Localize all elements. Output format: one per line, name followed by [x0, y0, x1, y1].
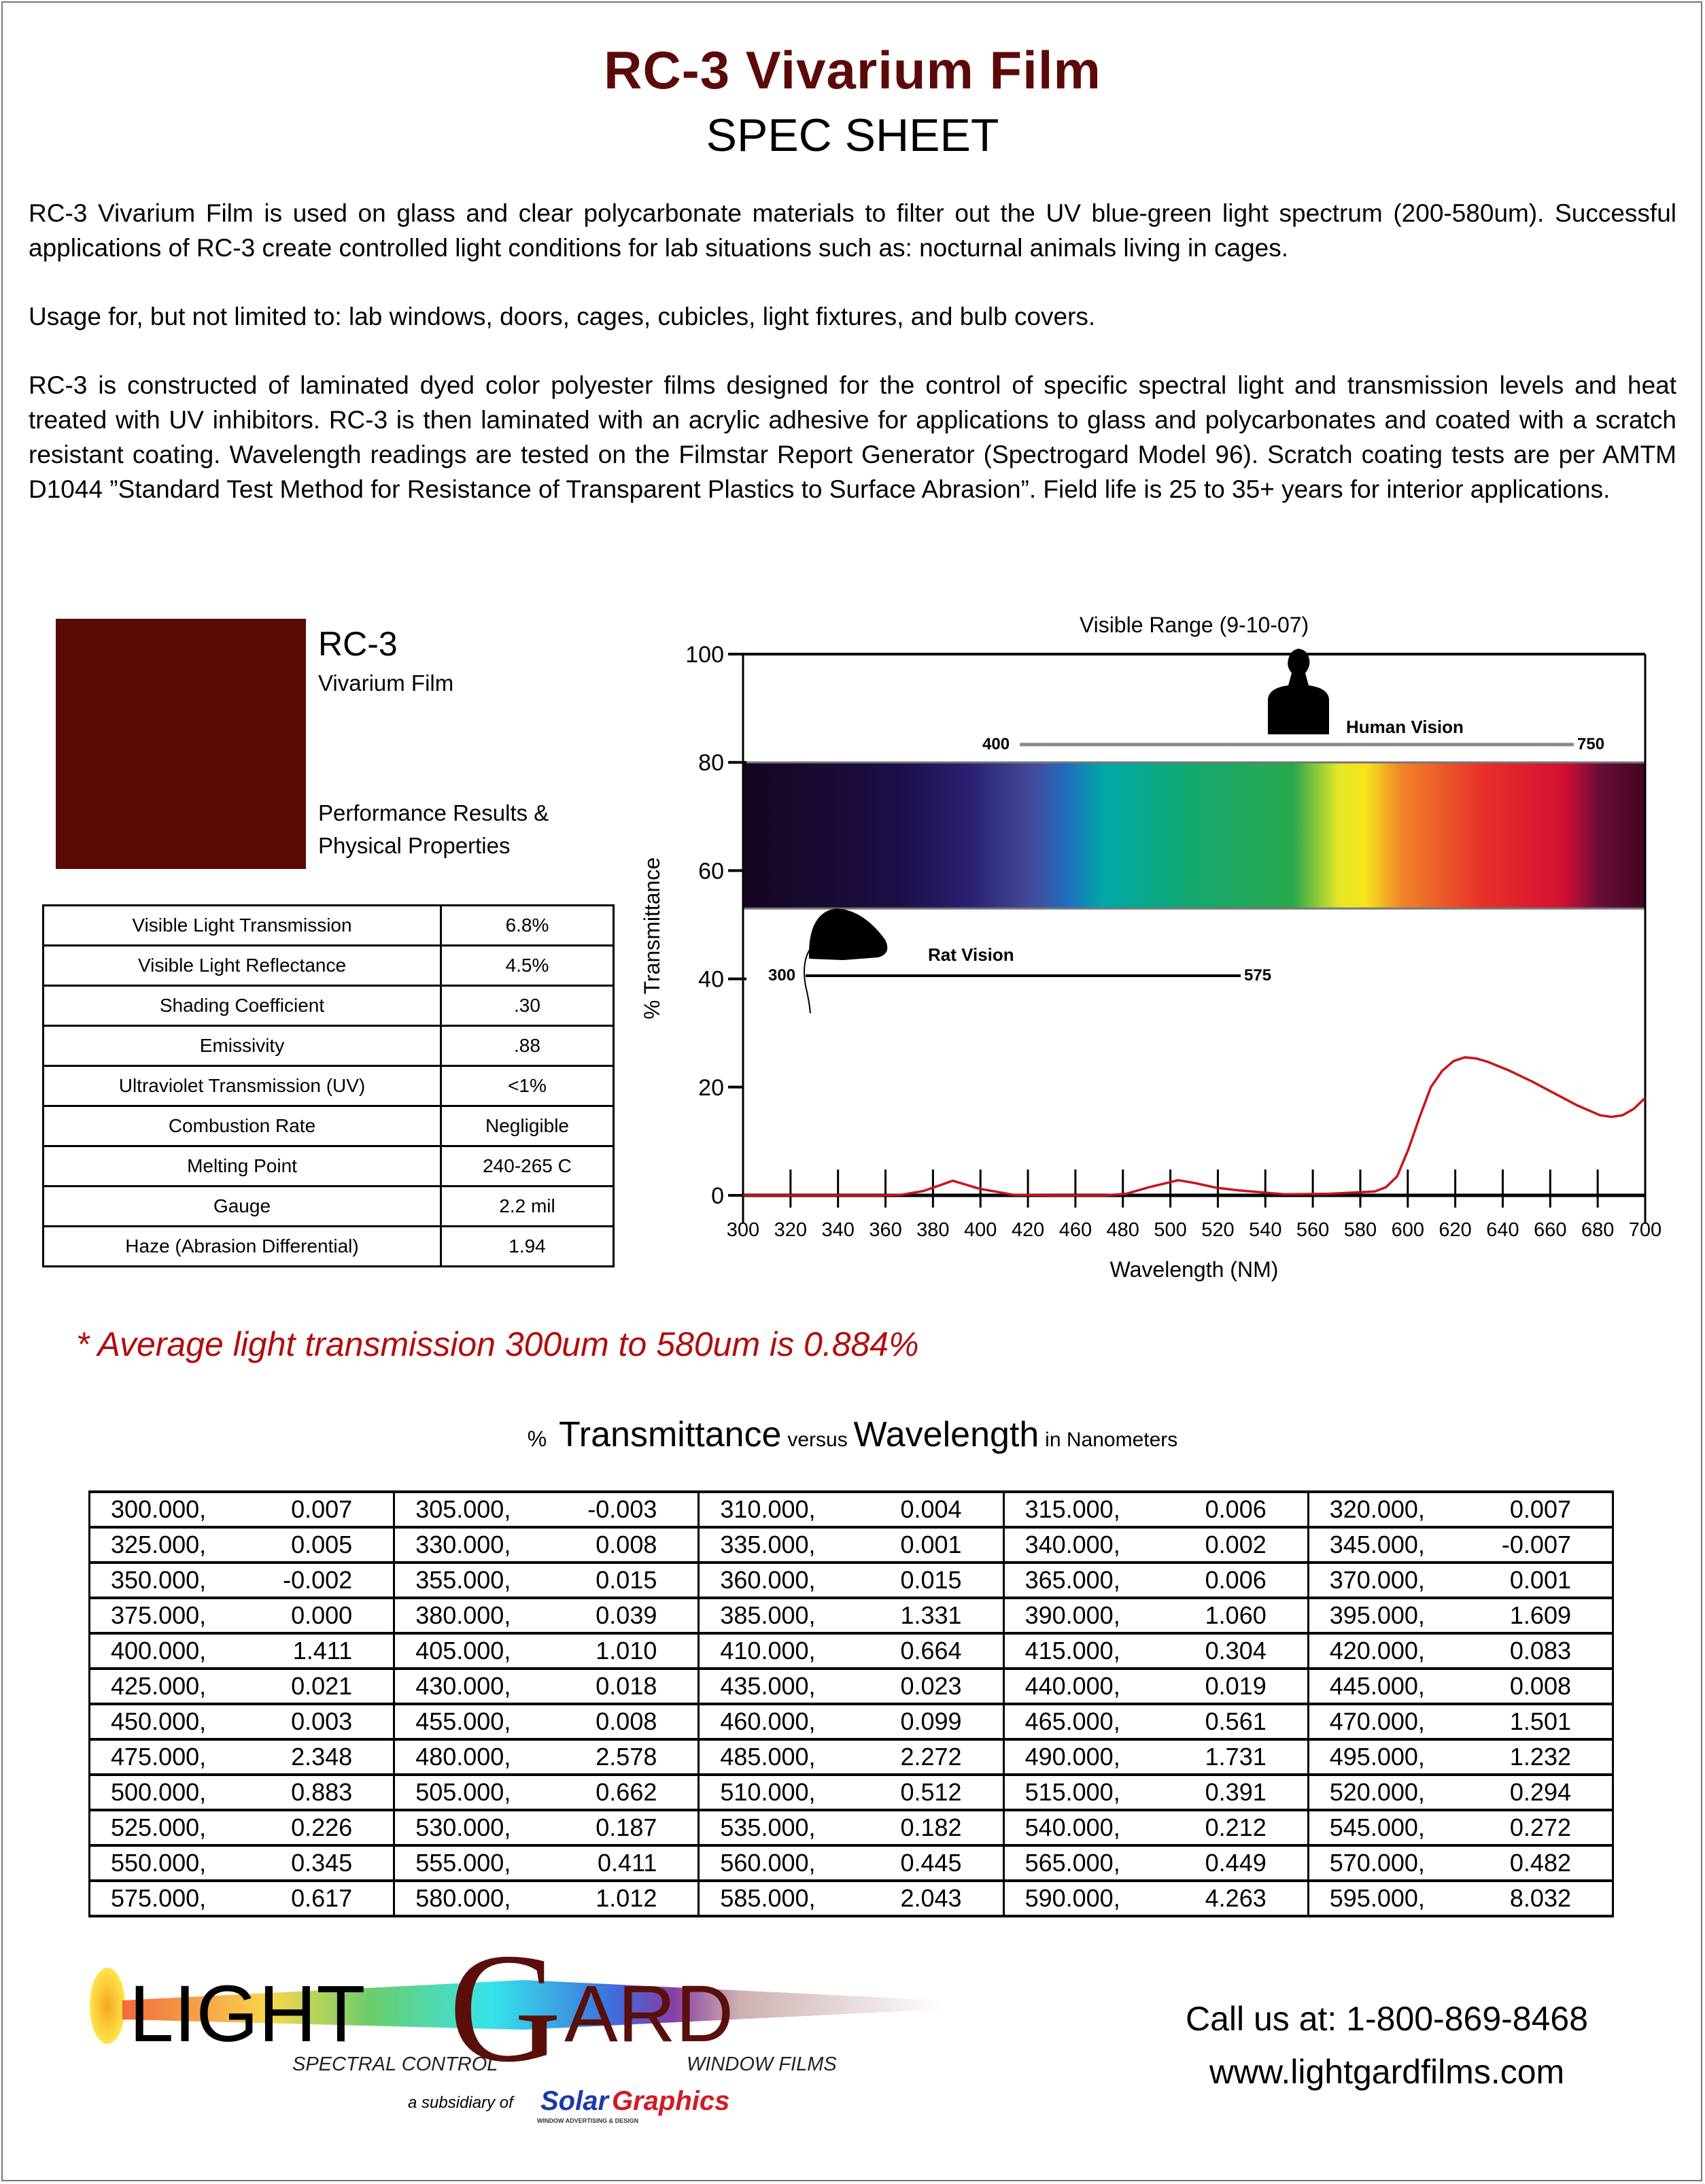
wavelength-cell: 440.000, [1003, 1669, 1156, 1704]
x-tick-label: 620 [1439, 1219, 1472, 1241]
transmittance-cell: 0.008 [1460, 1669, 1613, 1704]
transmittance-cell: 0.007 [242, 1492, 394, 1527]
wavelength-cell: 435.000, [699, 1669, 851, 1704]
x-tick-label: 600 [1391, 1219, 1424, 1241]
spec-value: 4.5% [441, 946, 614, 986]
solar-graphics-graphics: Graphics [612, 2086, 730, 2116]
phone-number: Call us at: 1-800-869-8468 [1185, 2000, 1589, 2038]
wavelength-cell: 495.000, [1308, 1739, 1460, 1775]
y-tick-label: 40 [698, 966, 724, 993]
caption-versus: versus [787, 1429, 848, 1451]
chart-title: Visible Range (9-10-07) [1079, 613, 1309, 637]
spec-row [44, 906, 614, 946]
wavelength-cell: 410.000, [699, 1633, 851, 1669]
transmittance-cell: 0.006 [1156, 1563, 1308, 1598]
transmittance-cell: 0.004 [851, 1492, 1003, 1527]
contact-info [1047, 1992, 1705, 2098]
wavelength-cell: 470.000, [1308, 1704, 1460, 1739]
transmittance-cell: 0.006 [1156, 1492, 1308, 1527]
transmittance-cell: 0.039 [547, 1598, 699, 1633]
wavelength-cell: 585.000, [699, 1881, 851, 1916]
transmittance-cell: 0.019 [1156, 1669, 1308, 1704]
transmittance-cell: 2.348 [242, 1739, 394, 1775]
wavelength-cell: 590.000, [1003, 1881, 1156, 1916]
wavelength-cell: 535.000, [699, 1810, 851, 1845]
wavelength-cell: 575.000, [90, 1881, 242, 1916]
transmittance-cell: 0.617 [242, 1881, 394, 1916]
transmittance-cell: 0.482 [1460, 1845, 1613, 1881]
caption-unit: in Nanometers [1045, 1429, 1178, 1451]
transmittance-cell: 1.060 [1156, 1598, 1308, 1633]
logo-light-text: LIGHT [129, 1969, 366, 2059]
x-tick-label: 420 [1011, 1219, 1045, 1241]
wavelength-cell: 545.000, [1308, 1810, 1460, 1845]
wavelength-cell: 340.000, [1003, 1527, 1156, 1563]
section-heading-line-2: Physical Properties [318, 833, 511, 858]
transmittance-cell: 0.411 [547, 1845, 699, 1881]
x-tick-label: 700 [1628, 1219, 1662, 1241]
wavelength-cell: 560.000, [699, 1845, 851, 1881]
wavelength-cell: 520.000, [1308, 1775, 1460, 1810]
average-transmission-note: * Average light transmission 300um to 580um is 0.884% [76, 1325, 919, 1363]
human-range-start: 400 [982, 735, 1010, 753]
transmittance-cell: 0.345 [242, 1845, 394, 1881]
table-row [90, 1881, 1613, 1916]
spec-value: 6.8% [441, 906, 614, 946]
table-row [90, 1563, 1613, 1598]
logo-tagline-right: WINDOW FILMS [687, 2053, 837, 2075]
x-tick-label: 460 [1058, 1219, 1092, 1241]
x-tick-label: 660 [1534, 1219, 1567, 1241]
transmittance-cell: 1.331 [851, 1598, 1003, 1633]
spec-value: 2.2 mil [441, 1187, 614, 1227]
transmittance-cell: 0.015 [851, 1563, 1003, 1598]
x-tick-label: 320 [774, 1219, 808, 1241]
transmittance-cell: 0.561 [1156, 1704, 1308, 1739]
x-tick-label: 480 [1106, 1219, 1139, 1241]
transmittance-cell: 2.043 [851, 1881, 1003, 1916]
transmittance-cell: 0.018 [547, 1669, 699, 1704]
y-tick-label: 20 [698, 1074, 724, 1101]
wavelength-cell: 380.000, [394, 1598, 547, 1633]
transmittance-cell: 1.012 [547, 1881, 699, 1916]
spec-value: Negligible [441, 1106, 614, 1146]
wavelength-cell: 550.000, [90, 1845, 242, 1881]
transmittance-cell: -0.003 [547, 1492, 699, 1527]
spec-row [44, 1227, 614, 1267]
wavelength-cell: 480.000, [394, 1739, 547, 1775]
transmittance-cell: 0.003 [242, 1704, 394, 1739]
transmittance-cell: 0.000 [242, 1598, 394, 1633]
wavelength-cell: 395.000, [1308, 1598, 1460, 1633]
transmittance-cell: 0.001 [1460, 1563, 1613, 1598]
x-axis-label: Wavelength (NM) [1109, 1257, 1279, 1282]
intro-paragraph-2: Usage for, but not limited to: lab windows, doors, cages, cubicles, light fixtures, and bulb covers. [29, 303, 1096, 330]
transmittance-cell: 0.883 [242, 1775, 394, 1810]
wavelength-cell: 305.000, [394, 1492, 547, 1527]
solar-graphics-tagline: WINDOW ADVERTISING & DESIGN [537, 2117, 639, 2124]
intro-text [29, 196, 1676, 541]
x-tick-label: 580 [1343, 1219, 1377, 1241]
logo-ard-text: ARD [564, 1969, 734, 2059]
wavelength-cell: 580.000, [394, 1881, 547, 1916]
transmittance-cell: 0.001 [851, 1527, 1003, 1563]
subsidiary-prefix: a subsidiary of [408, 2094, 513, 2112]
wavelength-cell: 315.000, [1003, 1492, 1156, 1527]
transmittance-cell: 0.182 [851, 1810, 1003, 1845]
transmittance-cell: 4.263 [1156, 1881, 1308, 1916]
wavelength-cell: 320.000, [1308, 1492, 1460, 1527]
wavelength-cell: 385.000, [699, 1598, 851, 1633]
wavelength-cell: 555.000, [394, 1845, 547, 1881]
spec-value: .88 [441, 1026, 614, 1066]
caption-transmittance: Transmittance [558, 1415, 782, 1454]
transmittance-data-table [88, 1490, 1614, 1917]
wavelength-cell: 325.000, [90, 1527, 242, 1563]
human-vision-label: Human Vision [1346, 717, 1464, 737]
y-tick-label: 80 [698, 750, 724, 777]
spec-row [44, 986, 614, 1026]
wavelength-cell: 510.000, [699, 1775, 851, 1810]
transmittance-cell: 0.083 [1460, 1633, 1613, 1669]
transmittance-cell: 8.032 [1460, 1881, 1613, 1916]
wavelength-cell: 415.000, [1003, 1633, 1156, 1669]
transmittance-cell: 0.272 [1460, 1810, 1613, 1845]
wavelength-cell: 485.000, [699, 1739, 851, 1775]
logo-tagline-left: SPECTRAL CONTROL [292, 2053, 498, 2075]
wavelength-cell: 350.000, [90, 1563, 242, 1598]
spec-label: Visible Light Transmission [44, 906, 441, 946]
transmittance-cell: 0.512 [851, 1775, 1003, 1810]
data-table-caption [0, 1414, 1705, 1455]
human-range-end: 750 [1577, 735, 1605, 753]
transmittance-cell: 0.007 [1460, 1492, 1613, 1527]
transmittance-cell: 0.015 [547, 1563, 699, 1598]
intro-paragraph-1: RC-3 Vivarium Film is used on glass and clear polycarbonate materials to filter out the UV blue-green light spectrum (200-580um). Successful applications of RC-3 create controlled light conditions for lab situations such as: nocturnal animals living in cages. [29, 199, 1676, 262]
wavelength-cell: 515.000, [1003, 1775, 1156, 1810]
x-tick-label: 520 [1201, 1219, 1235, 1241]
wavelength-cell: 365.000, [1003, 1563, 1156, 1598]
page-title: RC-3 Vivarium Film [604, 40, 1101, 100]
transmittance-cell: 1.411 [242, 1633, 394, 1669]
transmittance-cell: 2.578 [547, 1739, 699, 1775]
wavelength-cell: 565.000, [1003, 1845, 1156, 1881]
human-silhouette-icon [1268, 649, 1329, 734]
table-row [90, 1845, 1613, 1881]
spec-label: Haze (Abrasion Differential) [44, 1227, 441, 1267]
specs-table [42, 904, 615, 1267]
wavelength-cell: 335.000, [699, 1527, 851, 1563]
transmittance-cell: 1.232 [1460, 1739, 1613, 1775]
transmittance-cell: -0.007 [1460, 1527, 1613, 1563]
wavelength-cell: 490.000, [1003, 1739, 1156, 1775]
section-heading [318, 797, 549, 862]
wavelength-cell: 530.000, [394, 1810, 547, 1845]
x-tick-label: 340 [821, 1219, 855, 1241]
y-tick-label: 60 [698, 858, 724, 885]
x-tick-label: 400 [964, 1219, 997, 1241]
wavelength-cell: 430.000, [394, 1669, 547, 1704]
transmittance-cell: 0.664 [851, 1633, 1003, 1669]
table-row [90, 1492, 1613, 1527]
wavelength-cell: 465.000, [1003, 1704, 1156, 1739]
spec-row [44, 1066, 614, 1106]
wavelength-cell: 595.000, [1308, 1881, 1460, 1916]
spec-label: Gauge [44, 1187, 441, 1227]
wavelength-cell: 300.000, [90, 1492, 242, 1527]
transmittance-cell: -0.002 [242, 1563, 394, 1598]
wavelength-cell: 505.000, [394, 1775, 547, 1810]
wavelength-cell: 455.000, [394, 1704, 547, 1739]
rat-range-end: 575 [1244, 966, 1272, 985]
spec-label: Ultraviolet Transmission (UV) [44, 1066, 441, 1106]
table-row [90, 1704, 1613, 1739]
table-row [90, 1669, 1613, 1704]
spec-value: 1.94 [441, 1227, 614, 1267]
section-heading-line-1: Performance Results & [318, 800, 549, 825]
product-name: RC-3 [318, 625, 398, 663]
spec-value: 240-265 C [441, 1146, 614, 1187]
wavelength-cell: 355.000, [394, 1563, 547, 1598]
x-tick-label: 680 [1581, 1219, 1615, 1241]
table-row [90, 1598, 1613, 1633]
transmittance-cell: 0.005 [242, 1527, 394, 1563]
spec-value: .30 [441, 986, 614, 1026]
wavelength-cell: 500.000, [90, 1775, 242, 1810]
page-subtitle: SPEC SHEET [706, 109, 999, 161]
wavelength-cell: 420.000, [1308, 1633, 1460, 1669]
transmittance-cell: 0.294 [1460, 1775, 1613, 1810]
transmittance-cell: 1.501 [1460, 1704, 1613, 1739]
chart-canvas [639, 605, 1672, 1299]
wavelength-cell: 450.000, [90, 1704, 242, 1739]
wavelength-cell: 390.000, [1003, 1598, 1156, 1633]
intro-paragraph-3: RC-3 is constructed of laminated dyed color polyester films designed for the control of specific spectral light and transmission levels and heat treated with UV inhibitors. RC-3 is then laminated with an acrylic adhesive for applications to glass and polycarbonates and coated with a scratch resistant coating. Wavelength readings are tested on the Filmstar Report Generator (Spectrogard Model 96). Scratch coating tests are per AMTM D1044 ”Standard Test Method for Resistance of Transparent Plastics to Surface Abrasion”. Field life is 25 to 35+ years for interior applications. [29, 371, 1676, 503]
spec-row [44, 1187, 614, 1227]
table-row [90, 1739, 1613, 1775]
caption-percent: % [527, 1427, 547, 1451]
spec-row [44, 1146, 614, 1187]
x-tick-label: 500 [1154, 1219, 1187, 1241]
y-tick-label: 0 [711, 1183, 724, 1209]
x-tick-label: 360 [869, 1219, 902, 1241]
transmittance-cell: 2.272 [851, 1739, 1003, 1775]
rat-silhouette-icon [809, 908, 887, 960]
x-tick-label: 640 [1486, 1219, 1519, 1241]
transmittance-cell: 0.226 [242, 1810, 394, 1845]
transmittance-cell: 0.449 [1156, 1845, 1308, 1881]
website-link[interactable]: www.lightgardfilms.com [1209, 2053, 1565, 2091]
wavelength-cell: 540.000, [1003, 1810, 1156, 1845]
x-tick-label: 540 [1249, 1219, 1282, 1241]
table-row [90, 1633, 1613, 1669]
spec-row [44, 1106, 614, 1146]
spec-label: Melting Point [44, 1146, 441, 1187]
wavelength-cell: 370.000, [1308, 1563, 1460, 1598]
wavelength-cell: 425.000, [90, 1669, 242, 1704]
transmittance-cell: 0.021 [242, 1669, 394, 1704]
wavelength-cell: 475.000, [90, 1739, 242, 1775]
wavelength-cell: 375.000, [90, 1598, 242, 1633]
table-row [90, 1775, 1613, 1810]
transmittance-cell: 0.445 [851, 1845, 1003, 1881]
x-tick-label: 300 [726, 1219, 760, 1241]
wavelength-cell: 405.000, [394, 1633, 547, 1669]
transmittance-cell: 0.008 [547, 1704, 699, 1739]
lightgard-logo [88, 1945, 945, 2149]
wavelength-cell: 310.000, [699, 1492, 851, 1527]
caption-wavelength: Wavelength [853, 1415, 1039, 1454]
wavelength-cell: 445.000, [1308, 1669, 1460, 1704]
transmittance-chart [639, 605, 1672, 1299]
wavelength-cell: 400.000, [90, 1633, 242, 1669]
y-axis-label: % Transmittance [640, 857, 664, 1020]
transmittance-cell: 1.010 [547, 1633, 699, 1669]
transmittance-curve [743, 1057, 1645, 1195]
transmittance-cell: 0.099 [851, 1704, 1003, 1739]
transmittance-cell: 0.391 [1156, 1775, 1308, 1810]
spec-row [44, 946, 614, 986]
x-tick-label: 560 [1296, 1219, 1330, 1241]
logo-g-text: G [449, 1945, 562, 2094]
spec-value: <1% [441, 1066, 614, 1106]
wavelength-cell: 570.000, [1308, 1845, 1460, 1881]
transmittance-cell: 0.212 [1156, 1810, 1308, 1845]
spec-label: Emissivity [44, 1026, 441, 1066]
transmittance-cell: 0.187 [547, 1810, 699, 1845]
spec-label: Shading Coefficient [44, 986, 441, 1026]
transmittance-cell: 0.023 [851, 1669, 1003, 1704]
transmittance-cell: 0.008 [547, 1527, 699, 1563]
transmittance-cell: 0.002 [1156, 1527, 1308, 1563]
sun-icon [90, 1968, 125, 2044]
spec-row [44, 1026, 614, 1066]
spec-label: Combustion Rate [44, 1106, 441, 1146]
film-color-swatch [56, 619, 306, 869]
wavelength-cell: 525.000, [90, 1810, 242, 1845]
rat-range-start: 300 [768, 966, 796, 985]
wavelength-cell: 330.000, [394, 1527, 547, 1563]
wavelength-cell: 345.000, [1308, 1527, 1460, 1563]
y-tick-label: 100 [685, 642, 724, 668]
table-row [90, 1527, 1613, 1563]
solar-graphics-solar: Solar [540, 2086, 609, 2116]
x-tick-label: 380 [916, 1219, 950, 1241]
wavelength-cell: 360.000, [699, 1563, 851, 1598]
wavelength-cell: 460.000, [699, 1704, 851, 1739]
visible-spectrum-band [743, 762, 1645, 908]
table-row [90, 1810, 1613, 1845]
transmittance-cell: 1.609 [1460, 1598, 1613, 1633]
transmittance-cell: 0.304 [1156, 1633, 1308, 1669]
transmittance-cell: 1.731 [1156, 1739, 1308, 1775]
rat-vision-label: Rat Vision [928, 944, 1014, 965]
transmittance-cell: 0.662 [547, 1775, 699, 1810]
spec-label: Visible Light Reflectance [44, 946, 441, 986]
product-type: Vivarium Film [318, 670, 454, 696]
